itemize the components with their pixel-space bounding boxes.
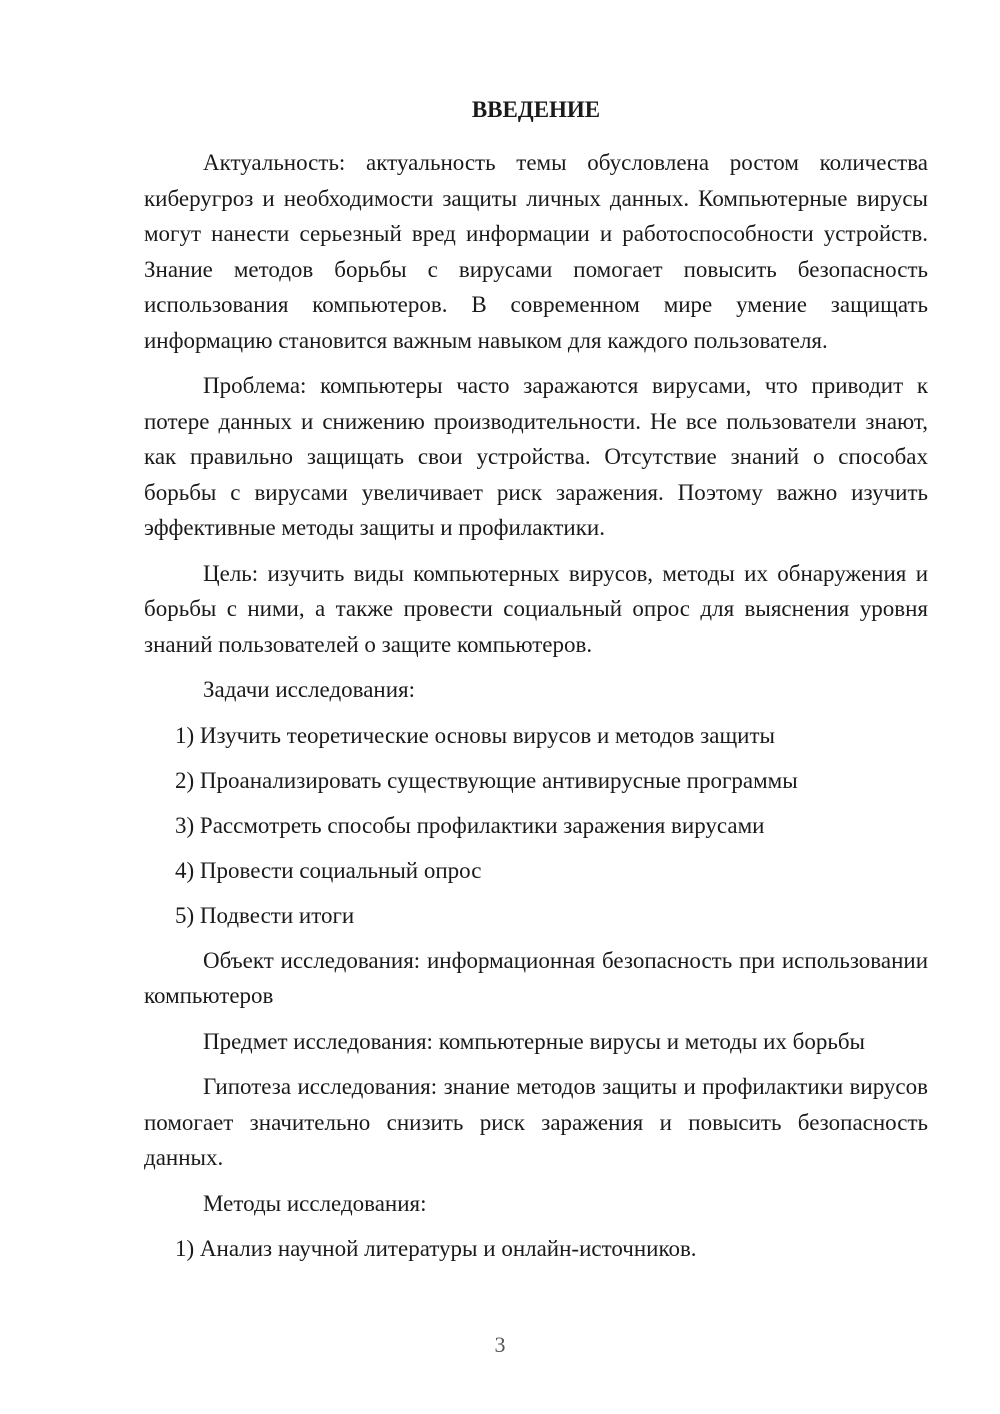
list-item: 1) Анализ научной литературы и онлайн-источников. [175,1236,697,1261]
tasks-list [144,718,928,934]
list-item: 4) Провести социальный опрос [175,857,482,883]
subject-paragraph: Предмет исследования: компьютерные вирусы и методы их борьбы [203,1028,865,1054]
page-number: 3 [494,1332,506,1357]
methods-label: Методы исследования: [203,1190,427,1216]
object-paragraph: Объект исследования: информационная безопасность при использовании компьютеров [144,947,928,1008]
relevance-paragraph: Актуальность: актуальность темы обусловлена ростом количества киберугроз и необходимости защиты личных данных. Компьютерные вирусы могут нанести серьезный вред информации и работоспособности устройств. Знание методов борьбы с вирусами помогает повысить безопасность использования компьютеров. В современном мире умение защищать информацию становится важным навыком для каждого пользователя. [144,150,928,353]
list-item: 1) Изучить теоретические основы вирусов и методов защиты [175,722,775,748]
methods-list [144,1231,928,1267]
page-title: ВВЕДЕНИЕ [471,97,601,122]
list-item: 5) Подвести итоги [175,902,355,928]
list-item: 3) Рассмотреть способы профилактики заражения вирусами [175,812,765,838]
hypothesis-paragraph: Гипотеза исследования: знание методов защиты и профилактики вирусов помогает значительно снизить риск заражения и повысить безопасность данных. [144,1074,928,1170]
list-item: 2) Проанализировать существующие антивирусные программы [175,767,798,793]
goal-paragraph: Цель: изучить виды компьютерных вирусов, методы их обнаружения и борьбы с ними, а также провести социальный опрос для выяснения уровня знаний пользователей о защите компьютеров. [144,560,928,657]
tasks-label: Задачи исследования: [203,677,416,702]
problem-paragraph: Проблема: компьютеры часто заражаются вирусами, что приводит к потере данных и снижению производительности. Не все пользователи знают, как правильно защищать свои устройства. Отсутствие знаний о способах борьбы с вирусами увеличивает риск заражения. Поэтому важно изучить эффективные методы защиты и профилактики. [144,373,928,540]
page-content [144,92,928,1276]
